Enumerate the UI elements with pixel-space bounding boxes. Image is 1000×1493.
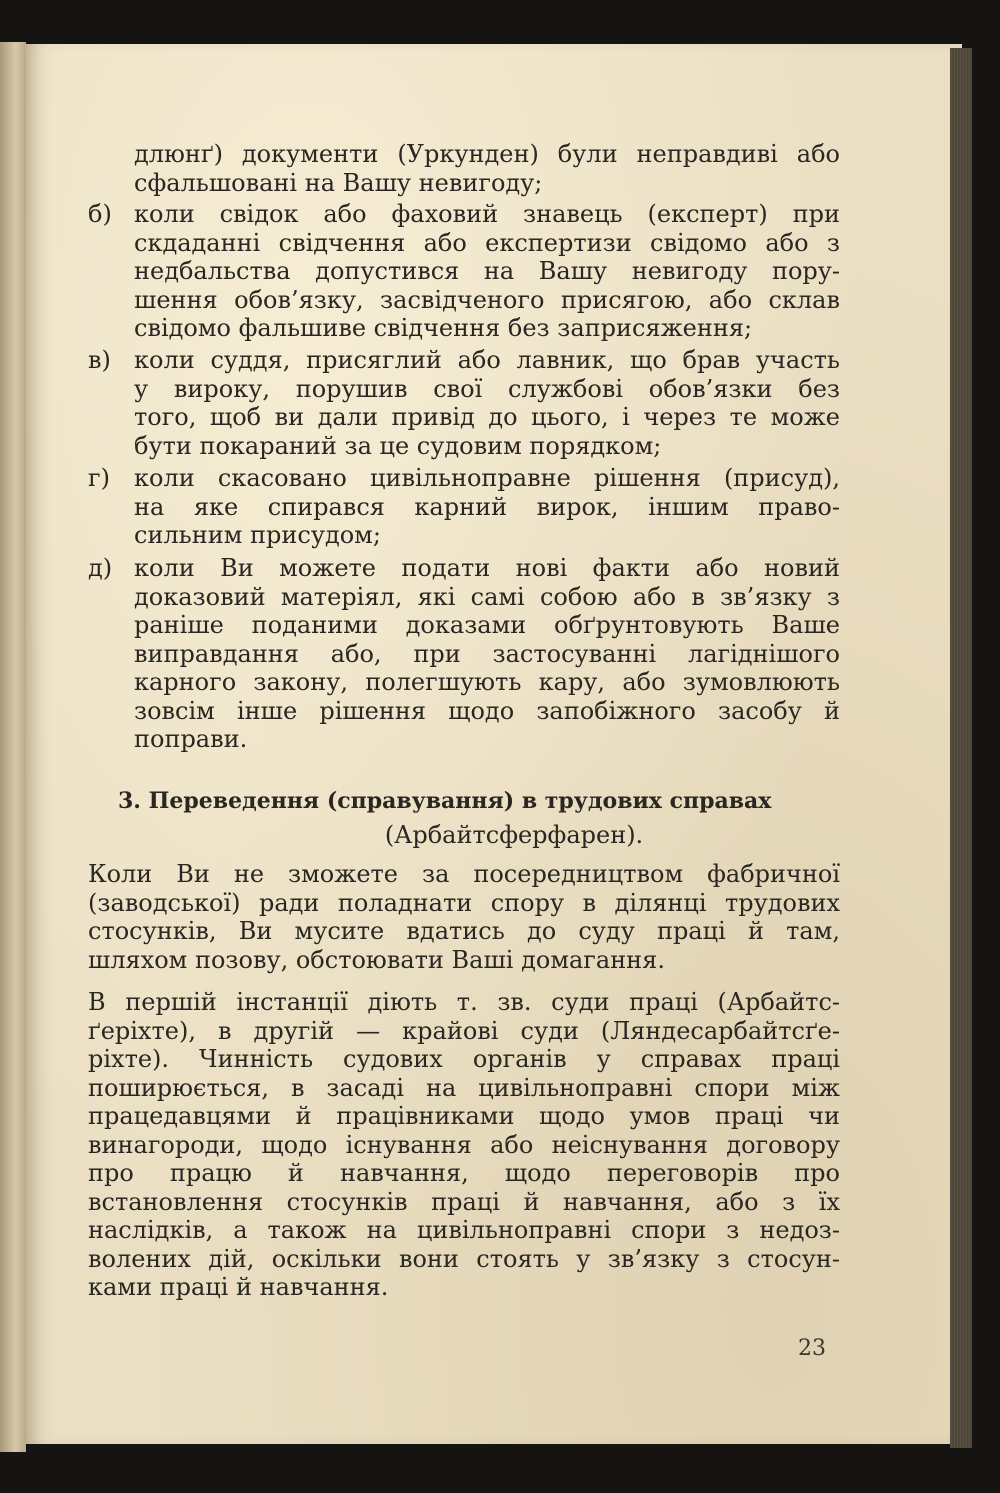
text-line: коли свідок або фаховий знавець (експерт) при [134, 200, 840, 228]
text-line: винагороди, щодо існування або неіснування договору [88, 1130, 840, 1159]
text-line: коли скасовано цивільноправне рішення (присуд), [134, 464, 840, 492]
text-line: поправи. [134, 725, 248, 753]
page-number: 23 [798, 1336, 826, 1361]
text-line: ками праці й навчання. [88, 1273, 389, 1301]
adjacent-page-edge [0, 42, 26, 1452]
text-line: ґеріхте), в другій — крайові суди (Ляндесарбайтсґе- [88, 1016, 840, 1045]
text-line: виправдання або, при застосуванні лагіднішого [134, 639, 840, 668]
text-line: коли Ви можете подати нові факти або новий [134, 554, 840, 582]
text-line: поширюється, в засаді на цивільноправні спори між [88, 1073, 840, 1102]
text-line: зовсім інше рішення щодо запобіжного засобу й [134, 696, 840, 725]
text-line: доказовий матеріял, які самі собою або в зв’язку з [134, 582, 840, 611]
list-marker: г) [88, 464, 110, 492]
text-line: свідомо фальшиве свідчення без заприсяження; [134, 314, 753, 342]
text-line: того, щоб ви дали привід до цього, і через те може [134, 403, 840, 431]
text-line: В першій інстанції діють т. зв. суди праці (Арбайтс- [88, 988, 840, 1016]
list-marker: в) [88, 346, 111, 374]
text-line: стосунків, Ви мусите вдатись до суду праці й там, [88, 917, 840, 945]
text-line: раніше поданими доказами обґрунтовують Ваше [134, 611, 840, 639]
book-page [26, 44, 962, 1444]
text-line: сильним присудом; [134, 521, 381, 549]
text-line: сфальшовані на Вашу невигоду; [134, 168, 543, 197]
text-line: скдаданні свідчення або експертизи свідомо або з [134, 228, 840, 257]
text-line: коли суддя, присяглий або лавник, що брав участь [134, 346, 840, 374]
text-line: карного закону, полегшують кару, або зумовлюють [134, 668, 840, 696]
text-line: про працю й навчання, щодо переговорів про [88, 1159, 840, 1187]
page-stack-edge [950, 48, 972, 1448]
text-line: встановлення стосунків праці й навчання, або з їх [88, 1187, 840, 1216]
list-marker: б) [88, 200, 112, 228]
text-line: у вироку, порушив свої службові обов’язки без [134, 374, 840, 403]
text-line: недбальства допустився на Вашу невигоду пору- [134, 257, 840, 285]
section-subheading: (Арбайтсферфарен). [384, 821, 644, 849]
list-marker: д) [88, 554, 113, 582]
text-line: длюнґ) документи (Уркунден) були неправдиві або [134, 140, 840, 168]
text-line: шляхом позову, обстоювати Ваші домагання. [88, 945, 665, 974]
text-line: на яке спирався карний вирок, іншим право- [134, 492, 840, 521]
text-line: наслідків, а також на цивільноправні спори з недоз- [88, 1216, 840, 1244]
text-line: Коли Ви не зможете за посередництвом фабричної [88, 860, 840, 888]
text-line: (заводської) ради поладнати спору в ділянці трудових [88, 888, 840, 917]
text-line: шення обов’язку, засвідченого присягою, або склав [134, 285, 840, 314]
text-line: бути покараний за це судовим порядком; [134, 431, 662, 460]
text-line: волених дій, оскільки вони стоять у зв’язку з стосун- [88, 1244, 840, 1273]
text-line: ріхте). Чинність судових органів у справах праці [88, 1045, 840, 1073]
text-line: працедавцями й працівниками щодо умов праці чи [88, 1102, 840, 1130]
section-heading: 3. Переведення (справування) в трудових справах [118, 788, 772, 814]
